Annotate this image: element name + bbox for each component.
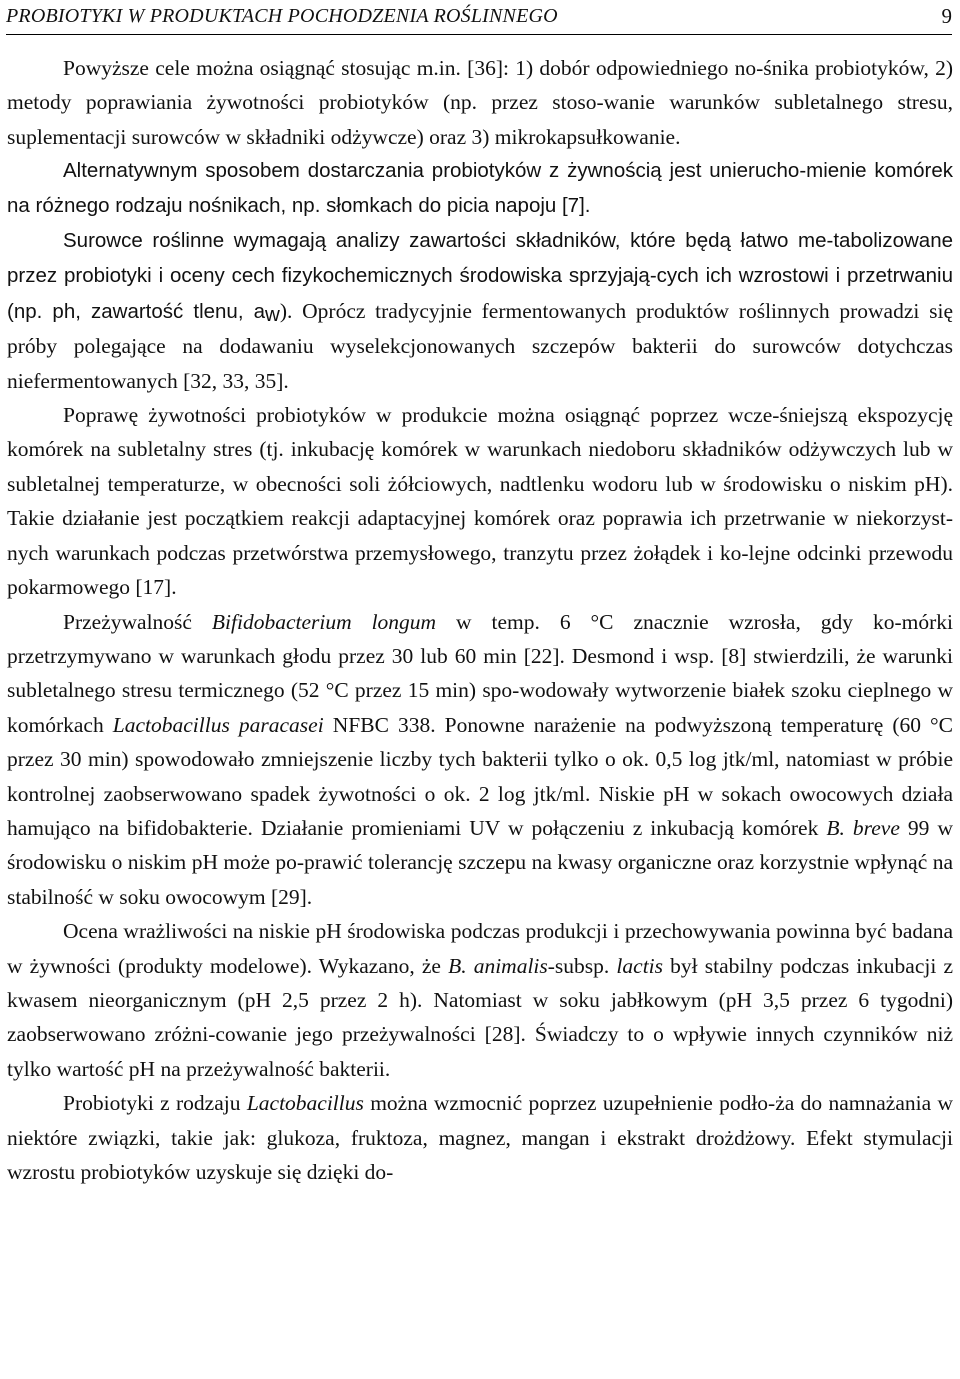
- paragraph-5-text: 99 w środowisku o niskim pH może po-prawić tolerancję szczepu na kwasy organiczne oraz korzystnie wpłynąć na stabilność w soku owocowym [29].: [7, 815, 953, 909]
- paragraph-5-text: NFBC 338. Ponowne narażenie na podwyższoną temperaturę (60 °C przez 30 min) spowodowało zmniejszenie liczby tych bakterii tylko o ok. 0,5 log jtk/ml, natomiast w próbie kontrolnej zaobserwowano spadek żywotności o ok. 2 log jtk/ml. Niskie pH w sokach owocowych działa hamująco na bifidobakterie. Działanie promieniami UV w połączeniu z inkubacją komórek: [7, 712, 953, 840]
- paragraph-4: [7, 398, 953, 604]
- paragraph-3: [7, 223, 953, 398]
- paragraph-6: [7, 914, 953, 1086]
- species-name: Lactobacillus paracasei: [112, 712, 324, 737]
- running-header-title: PROBIOTYKI W PRODUKTACH POCHODZENIA ROŚLINNEGO: [6, 5, 558, 27]
- paragraph-7-text: Probiotyki z rodzaju: [63, 1091, 247, 1116]
- species-name: Lactobacillus: [246, 1091, 364, 1116]
- paragraph-3-text-cont: ). Oprócz tradycyjnie fermentowanych produktów roślinnych prowadzi się próby polegające na dodawaniu wyselekcjonowanych szczepów bakterii do surowców dotychczas niefermentowanych [32, 33, 35].: [7, 298, 953, 393]
- paragraph-6-text: był stabilny podczas inkubacji z kwasem nieorganicznym (pH 2,5 przez 2 h). Natomiast w soku jabłkowym (pH 3,5 przez 6 tygodni) zaobserwowano zróżni-cowanie jego przeżywalności [28]. Świadczy to o wpływie innych czynników niż tylko wartość pH na przeżywalność bakterii.: [7, 953, 953, 1081]
- paragraph-7: [7, 1086, 953, 1189]
- paragraph-4-text: Poprawę żywotności probiotyków w produkcie można osiągnąć poprzez wcze-śniejszą ekspozycję komórek na subletalny stres (tj. inkubację komórek w warunkach niedoboru składników odżywczych lub w subletalnej temperaturze, w obecności soli żółciowych, nadtlenku wodoru lub w środowisku o niskim pH). Takie działanie jest początkiem reakcji adaptacyjnej komórek oraz poprawia ich przetrwanie w niekorzyst-nych warunkach podczas przetwórstwa przemysłowego, tranzytu przez żołądek i ko-lejne odcinki przewodu pokarmowego [17].: [7, 403, 953, 600]
- page-number: 9: [941, 4, 952, 28]
- running-header: [6, 0, 952, 35]
- paragraph-6-text: -subsp.: [547, 953, 617, 978]
- paragraph-5-text: Przeżywalność: [63, 609, 212, 634]
- species-name: Bifidobacterium longum: [211, 609, 437, 634]
- paragraph-3-text: Surowce roślinne wymagają analizy zawartości składników, które będą łatwo me-tabolizowane przez probiotyki i oceny cech fizykochemicznych środowiska sprzyjają-cych ich wzrostowi i przetrwaniu (np. ph, zawartość tlenu, a: [7, 229, 953, 323]
- water-activity-subscript: w: [265, 302, 280, 326]
- species-name: lactis: [616, 953, 664, 978]
- paragraph-1: [7, 51, 953, 154]
- paragraph-2-text: Alternatywnym sposobem dostarczania probiotyków z żywnością jest unierucho-mienie komórek na różnego rodzaju nośnikach, np. słomkach do picia napoju [7].: [7, 159, 953, 217]
- species-name: B. breve: [826, 815, 900, 840]
- paragraph-5: [7, 605, 953, 915]
- paragraph-1-text: Powyższe cele można osiągnąć stosując m.in. [36]: 1) dobór odpowiedniego no-śnika probiotyków, 2) metody poprawiania żywotności probiotyków (np. przez stoso-wanie warunków subletalnego stresu, suplementacji surowców w składniki odżywcze) oraz 3) mikrokapsułkowanie.: [7, 56, 953, 149]
- species-name: B. animalis: [448, 953, 548, 978]
- paragraph-6-text: Ocena wrażliwości na niskie pH środowiska podczas produkcji i przechowywania powinna być badana w żywności (produkty modelowe). Wykazano, że: [7, 919, 953, 978]
- paragraph-5-text: w temp. 6 °C znacznie wzrosła, gdy ko-mórki przetrzymywano w warunkach głodu przez 30 lub 60 min [22]. Desmond i wsp. [8] stwierdzili, że warunki subletalnego stresu termicznego (52 °C przez 15 min) spo-wodowały wytworzenie białek szoku cieplnego w komórkach: [7, 609, 953, 737]
- paragraph-7-text: można wzmocnić poprzez uzupełnienie podło-ża do namnażania w niektóre związki, takie jak: glukoza, fruktoza, magnez, mangan i ekstrakt drożdżowy. Efekt stymulacji wzrostu probiotyków uzyskuje się dzięki do-: [7, 1091, 953, 1184]
- body-text: [7, 51, 953, 1189]
- paragraph-2: [7, 154, 953, 223]
